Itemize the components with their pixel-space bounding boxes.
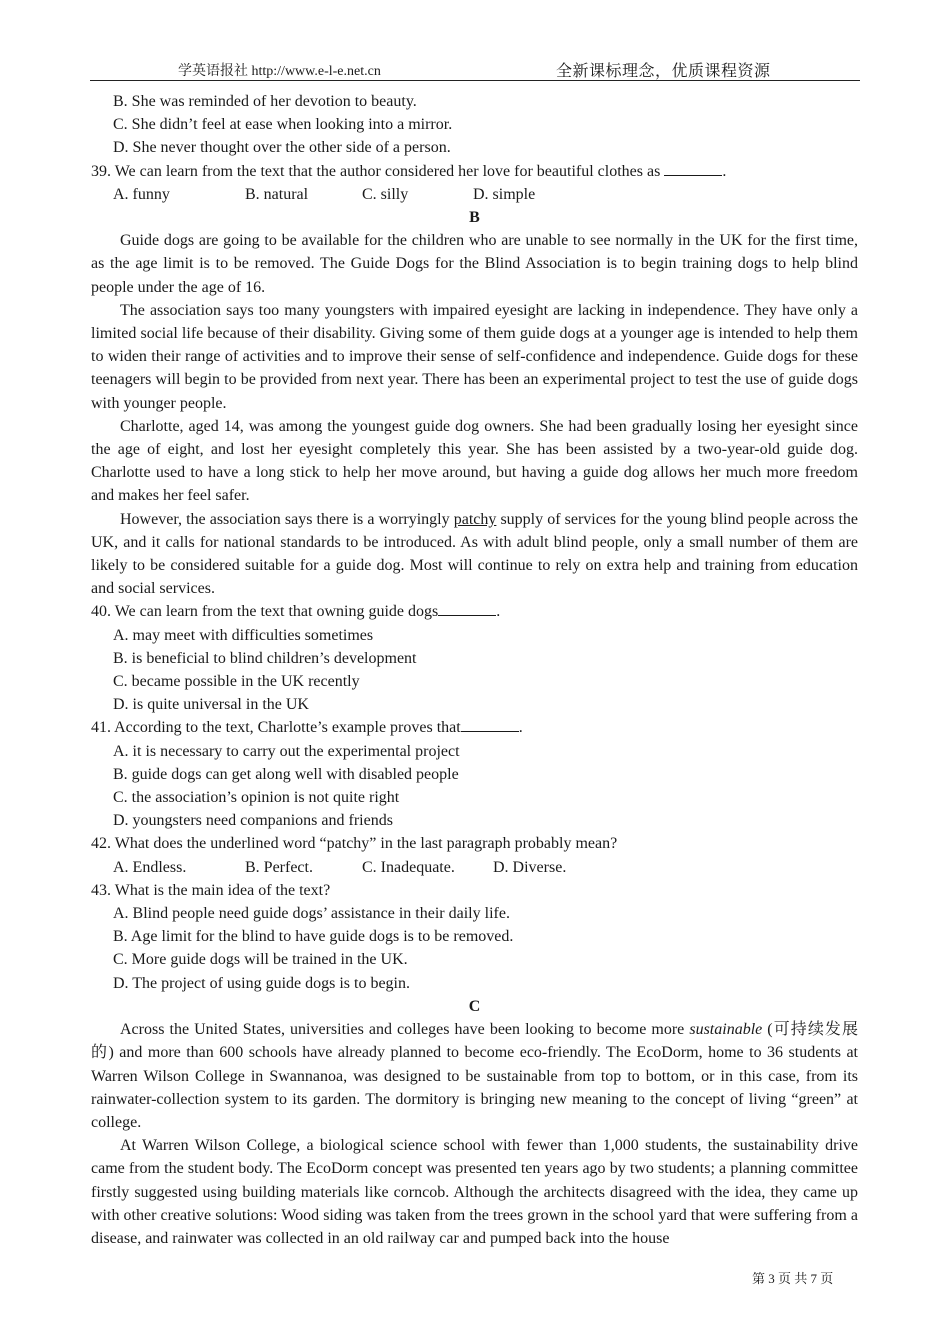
q39-stem: 39. We can learn from the text that the author considered her love for beautiful clothes as . [91, 162, 727, 180]
underlined-word: patchy [453, 510, 497, 528]
q41-option-a: A. it is necessary to carry out the experimental project [113, 742, 460, 760]
q42-option-d: D. Diverse. [493, 858, 567, 876]
q43-option-c: C. More guide dogs will be trained in the UK. [113, 951, 408, 969]
q43-option-a: A. Blind people need guide dogs’ assistance in their daily life. [113, 905, 510, 923]
section-c-paragraph-1: Across the United States, universities and colleges have been looking to become more sustainable (可持续发展的) and more than 600 schools have already planned to become eco-friendly. The EcoDorm, home to 36 students at Warren Wilson College in Swannanoa, was designed to be sustainable from top to bottom, or in this case, from its rainwater-collection system to its garden. The dormitory is bringing new meaning to the concept of living “green” at college. [91, 1021, 858, 1131]
page-number: 第 3 页 共 7 页 [752, 1271, 834, 1286]
answer-blank [664, 161, 722, 176]
answer-blank [438, 601, 496, 616]
q39-option-c: C. silly [362, 185, 409, 203]
q42-stem: 42. What does the underlined word “patchy” in the last paragraph probably mean? [91, 835, 618, 853]
q42-option-c: C. Inadequate. [362, 858, 455, 876]
q43-option-d: D. The project of using guide dogs is to begin. [113, 974, 410, 992]
italic-term: sustainable [689, 1021, 763, 1039]
q42-options [91, 856, 858, 879]
q40-option-c: C. became possible in the UK recently [113, 673, 360, 691]
q39-option-a: A. funny [113, 185, 170, 203]
section-b-paragraph-4: However, the association says there is a worryingly patchy supply of services for the young blind people across the UK, and it calls for national standards to be introduced. As with adult blind people, only a small number of them are likely to be considered suitable for a guide dog. Most will continue to rely on extra help and training from education and social services. [91, 510, 859, 598]
q38-option-b: B. She was reminded of her devotion to beauty. [113, 93, 417, 110]
q43-stem: 43. What is the main idea of the text? [91, 881, 331, 899]
section-b-paragraph-3: Charlotte, aged 14, was among the youngest guide dog owners. She had been gradually losing her eyesight since the age of eight, and lost her eyesight completely this year. She has been assisted by a two-year-old guide dog. Charlotte used to have a long stick to help her move around, but having a guide dog allows her much more freedom and makes her feel safer. [91, 417, 858, 505]
q40-option-d: D. is quite universal in the UK [113, 696, 309, 714]
q40-option-b: B. is beneficial to blind children’s development [113, 649, 417, 667]
section-b-paragraph-1: Guide dogs are going to be available for the children who are unable to see normally in the UK for the first time, as the age limit is to be removed. The Guide Dogs for the Blind Association is to begin training dogs to help blind people under the age of 16. [91, 232, 858, 296]
q42-option-b: B. Perfect. [245, 858, 313, 876]
section-b-paragraph-2: The association says too many youngsters with impaired eyesight are lacking in independence. They have only a limited social life because of their disability. Giving some of them guide dogs at a younger age is intended to help them to widen their range of activities and to improve their sense of self-confidence and independence. Guide dogs for these teenagers will begin to be provided from next year. There has been an experimental project to test the use of guide dogs with younger people. [91, 301, 858, 412]
q41-stem: 41. According to the text, Charlotte’s example proves that . [91, 719, 523, 737]
header-slogan: 全新课标理念，优质课程资源 [556, 63, 771, 80]
q41-option-d: D. youngsters need companions and friends [113, 812, 393, 830]
q41-option-c: C. the association’s opinion is not quite right [113, 789, 400, 807]
q42-option-a: A. Endless. [113, 858, 187, 876]
q39-option-b: B. natural [245, 185, 309, 203]
answer-blank [461, 717, 519, 732]
page-body [91, 90, 858, 1250]
q39-option-d: D. simple [473, 185, 536, 203]
q38-option-c: C. She didn’t feel at ease when looking into a mirror. [113, 116, 453, 134]
page-header [90, 58, 860, 81]
q38-option-d: D. She never thought over the other side of a person. [113, 139, 451, 157]
q40-option-a: A. may meet with difficulties sometimes [113, 626, 374, 644]
q39-options [91, 183, 858, 206]
section-c-title: C [468, 997, 481, 1015]
section-c-paragraph-2: At Warren Wilson College, a biological science school with fewer than 1,000 students, the sustainability drive came from the student body. The EcoDorm concept was presented ten years ago by two students; a planning committee firstly suggested using building materials like corncob. Although the architects disagreed with the idea, they came up with other creative solutions: Wood siding was taken from the trees grown in the school yard that were suffering from a disease, and rainwater was collected in an old railway car and pumped back into the house [91, 1137, 858, 1247]
q40-stem: 40. We can learn from the text that owning guide dogs . [91, 603, 501, 621]
section-b-title: B [469, 209, 480, 226]
q41-option-b: B. guide dogs can get along well with disabled people [113, 765, 459, 783]
header-publisher: 学英语报社 http://www.e-l-e.net.cn [178, 64, 381, 79]
q43-option-b: B. Age limit for the blind to have guide dogs is to be removed. [113, 928, 514, 946]
